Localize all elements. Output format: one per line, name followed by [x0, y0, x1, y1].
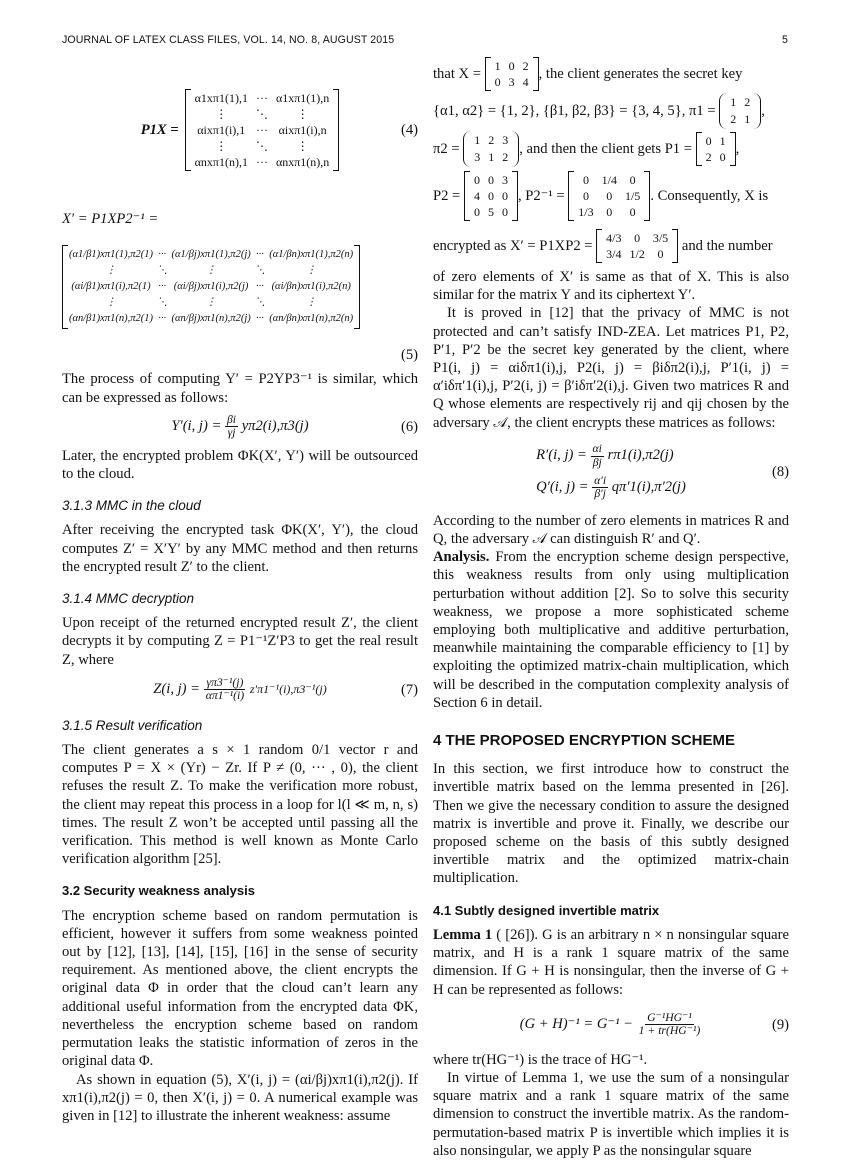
heading-3-1-3: 3.1.3 MMC in the cloud: [62, 498, 201, 514]
example-text-2a: {α1, α2} = {1, 2}, {β1, β2, β3} = {3, 4, 5}, π1 =: [433, 102, 716, 119]
eq6-rhs: yπ2(i),π3(j): [241, 418, 309, 435]
left-column: [62, 56, 418, 1125]
matrix-p2inv-cell: 0: [606, 205, 613, 219]
matrix-pi1-cell: 2: [730, 112, 737, 126]
matrix-xprime-cell: 3/4: [606, 247, 622, 261]
matrix-x-row: [491, 58, 533, 74]
matrix-x-cell: 3: [508, 75, 515, 89]
page-header: [62, 34, 788, 50]
matrix-pi2-cell: 3: [502, 133, 509, 147]
matrix-p1-cell: 0: [705, 134, 712, 148]
eq5-matrix-cell: (αi/β1)xπ1(i),π2(1): [71, 281, 151, 293]
equation-8: [433, 432, 789, 512]
matrix-pi1-example: [719, 93, 761, 129]
matrix-p1-cell: 2: [705, 150, 712, 164]
eq8a-lhs: R′(i, j) =: [536, 447, 587, 464]
eq5-matrix-cell: ···: [256, 313, 264, 325]
matrix-pi2-cell: 1: [474, 133, 481, 147]
eq4-matrix-row: [191, 122, 334, 138]
matrix-p2-row: [470, 172, 512, 188]
matrix-x-example: [485, 57, 539, 91]
matrix-p2-cell: 0: [501, 189, 508, 203]
eq5-matrix-cell: ⋱: [156, 297, 168, 309]
eq8b-fraction: [592, 475, 608, 501]
eq8-number: (8): [771, 463, 789, 480]
matrix-p2inv-cell: 1/5: [624, 189, 641, 203]
eq7-denominator: απ1⁻¹(i): [205, 689, 245, 703]
matrix-p2-cell: 5: [487, 205, 494, 219]
matrix-p1-example: [696, 132, 736, 166]
eq8b-numerator: α′i: [594, 473, 607, 487]
paragraph-3-2-a: The encryption scheme based on random permutation is efficient, however it suffers from some weakness pointed out by [12], [13], [14], [15], [16] in the sense of security requirement. As mentioned above, the client encrypts the original data Φ in order that the cloud can’t learn any additional useful information from the encrypted data ΦK, nevertheless the encryption scheme based on random permutation leaks the statistic information of zeros in the original data Φ.: [62, 907, 418, 1070]
eq4-matrix-cell: ···: [255, 155, 268, 169]
example-text-4c: . Consequently, X is: [650, 187, 769, 204]
eq5-matrix-cell: ⋮: [105, 265, 117, 277]
matrix-x-row: [491, 74, 533, 90]
eq8b-denominator: β′j: [594, 487, 606, 501]
paragraph-according: According to the number of zero elements in matrices R and Q, the adversary 𝒜 can distinguish R′ and Q′.: [433, 512, 789, 548]
eq5-matrix-row: [67, 247, 355, 263]
matrix-pi2-example: [463, 131, 519, 167]
eq8a-numerator: αi: [592, 442, 602, 456]
eq9-denominator: 1 + tr(HG⁻¹): [638, 1024, 701, 1038]
paragraph-3-2-b: As shown in equation (5), X′(i, j) = (αi/βj)xπ1(i),π2(j). If xπ1(i),π2(j) = 0, then X′(i, j) = 0. A numerical example was given in [12] to illustrate the inherent weakness: assume: [62, 1071, 418, 1124]
eq9-lhs: (G + H)⁻¹ = G⁻¹ −: [519, 1016, 633, 1033]
eq5-matrix-cell: (α1/β1)xπ1(1),π2(1): [69, 249, 153, 261]
example-text-4b: , P2⁻¹ =: [517, 187, 565, 204]
paragraph-lemma: [433, 926, 789, 999]
equation-9: [433, 999, 789, 1051]
matrix-xprime-cell: 1/2: [629, 247, 645, 261]
example-line-3: π2 = 1 2 3 3 1 2 , and then the client gets P1 = 0 1 2 0 ,: [433, 130, 789, 168]
eq6-fraction: [225, 414, 238, 440]
journal-header: JOURNAL OF LATEX CLASS FILES, VOL. 14, NO. 8, AUGUST 2015: [62, 34, 395, 46]
eq4-matrix: [185, 89, 340, 171]
example-text-5b: and the number: [681, 237, 773, 254]
matrix-xprime-cell: 0: [634, 231, 641, 245]
eq4-matrix-cell: αnxπ1(n),1: [194, 155, 248, 169]
matrix-p1-cell: 1: [719, 134, 726, 148]
paragraph-3-1-5: The client generates a s × 1 random 0/1 vector r and computes P = X × (Yr) − Zr. If P ≠ (0, ··· , 0), the client refuses the result Z. To make the verification more robust, the client may repeat this process in a loop for l(l ≪ m, n, s) times. The result Z won’t be accepted until passing all the verification. This method is well known as Monte Carlo verification algorithm [25].: [62, 742, 418, 868]
eq5-matrix-row: [67, 295, 355, 311]
eq5-matrix-cell: (αi/βj)xπ1(i),π2(j): [173, 281, 249, 293]
eq7-rhs: z′π1⁻¹(i),π3⁻¹(j): [249, 682, 327, 697]
matrix-p2inv-cell: 1/4: [601, 173, 617, 187]
paragraph-later: Later, the encrypted problem ΦK(X′, Y′) will be outsourced to the cloud.: [62, 447, 418, 483]
matrix-x-cell: 0: [494, 75, 501, 89]
eq6-numerator: βi: [226, 413, 237, 427]
heading-section-4: 4 THE PROPOSED ENCRYPTION SCHEME: [433, 732, 735, 750]
eq4-matrix-cell: ···: [255, 91, 268, 105]
eq5-matrix-cell: (α1/βj)xπ1(1),π2(j): [171, 249, 251, 261]
eq5-matrix-cell: ⋮: [205, 297, 217, 309]
eq5-matrix-cell: (αi/βn)xπ1(i),π2(n): [271, 281, 351, 293]
eq5-matrix-cell: ⋱: [254, 265, 266, 277]
matrix-p2inv-cell: 0: [629, 173, 636, 187]
eq5-matrix-row: [67, 263, 355, 279]
heading-4-1: 4.1 Subtly designed invertible matrix: [433, 902, 660, 918]
eq8a-denominator: βj: [592, 455, 602, 469]
eq4-matrix-cell: αixπ1(i),1: [197, 123, 246, 137]
paragraph-3-1-4: Upon receipt of the returned encrypted result Z′, the client decrypts it by computing Z = P1⁻¹Z′P3 to get the real result Z, where: [62, 615, 418, 668]
matrix-xprime-cell: 3/5: [652, 231, 669, 245]
eq5-matrix-cell: ···: [256, 281, 264, 293]
eq4-matrix-cell: αnxπ1(n),n: [275, 155, 330, 169]
eq4-matrix-cell: ⋮: [215, 139, 228, 153]
paragraph-section-4: In this section, we first introduce how to construct the invertible matrix based on the lemma presented in [26]. Then we give the necessary condition to assure the designed matrix is invertible and prove it. Finally, we describe our proposed scheme on the basis of this subtly designed invertible matrix and the optimized matrix-chain multiplication.: [433, 761, 789, 887]
eq5-matrix-cell: ⋮: [105, 297, 117, 309]
matrix-p2-row: [470, 188, 512, 204]
eq4-matrix-row: [191, 106, 334, 122]
matrix-xprime-row: [602, 246, 672, 262]
matrix-x-cell: 4: [522, 75, 529, 89]
matrix-p1-row: [702, 149, 730, 165]
eq5-matrix-cell: ⋱: [156, 265, 168, 277]
eq5-matrix-cell: ⋮: [305, 297, 317, 309]
matrix-p1-row: [702, 133, 730, 149]
example-text-5a: encrypted as X′ = P1XP2 =: [433, 237, 593, 254]
eq8b-rhs: qπ′1(i),π′2(j): [611, 478, 686, 495]
matrix-pi2-cell: 1: [488, 150, 495, 164]
matrix-p2-row: [470, 204, 512, 220]
eq8a-fraction: [591, 443, 604, 469]
matrix-pi2-row: [471, 150, 511, 165]
eq5-lhs: X′ = P1XP2⁻¹ =: [62, 211, 159, 227]
matrix-pi1-cell: 2: [744, 95, 751, 109]
analysis-label: Analysis.: [433, 549, 490, 566]
eq8a-rhs: rπ1(i),π2(j): [607, 447, 674, 464]
eq7-numerator: γπ3⁻¹(j): [206, 676, 244, 690]
matrix-p2-cell: 4: [473, 189, 480, 203]
matrix-xprime-cell: 4/3: [606, 231, 622, 245]
eq4-matrix-cell: ···: [255, 123, 268, 137]
eq5-matrix-cell: ⋮: [305, 265, 317, 277]
equation-6: [62, 407, 418, 447]
matrix-p2inv-cell: 0: [582, 173, 589, 187]
page-number: 5: [782, 34, 788, 46]
eq4-lhs: P1X =: [140, 121, 179, 138]
eq5-matrix-cell: (αn/βn)xπ1(n),π2(n): [269, 313, 354, 325]
eq4-matrix-row: [191, 90, 334, 106]
matrix-x-cell: 2: [522, 59, 529, 73]
example-text-3a: π2 =: [433, 140, 460, 157]
eq6-number: (6): [400, 418, 418, 435]
eq4-matrix-cell: αixπ1(i),n: [278, 123, 327, 137]
matrix-x-cell: 1: [494, 59, 501, 73]
analysis-text: From the encryption scheme design perspective, this weakness results from only using multiplication perturbation without addition [2]. So to solve this security weakness, we propose a more sophisticated scheme employing both multiplicative and additive perturbation, meanwhile maintaining the comparable efficiency to [1] by exploiting the optimized matrix-chain multiplication, which will be described in the computation complexity analysis of Section 6 in detail.: [433, 549, 789, 711]
paragraph-where: where tr(HG⁻¹) is the trace of HG⁻¹.: [433, 1051, 648, 1068]
eq7-lhs: Z(i, j) =: [153, 681, 201, 698]
equation-4: [62, 56, 418, 204]
lemma-text: ( [26]). G is an arbitrary n × n nonsingular square matrix, and H is a rank 1 square matrix of the same dimension. If G + H is nonsingular, then the inverse of G + H can be represented as follows:: [433, 926, 789, 998]
example-text-4a: P2 =: [433, 187, 461, 204]
eq5-matrix-cell: (α1/βn)xπ1(1),π2(n): [269, 249, 354, 261]
matrix-p2-cell: 0: [487, 189, 494, 203]
eq7-number: (7): [400, 681, 418, 698]
paragraph-y-compute: The process of computing Y′ = P2YP3⁻¹ is similar, which can be expressed as follows:: [62, 371, 418, 406]
eq4-number: (4): [400, 121, 418, 138]
eq5-matrix-cell: ···: [158, 313, 167, 325]
matrix-p2-cell: 3: [501, 173, 508, 187]
equation-7: [62, 669, 418, 711]
matrix-xprime-cell: 0: [657, 247, 664, 261]
matrix-p2inv-cell: 0: [606, 189, 613, 203]
matrix-p1-cell: 0: [719, 150, 726, 164]
matrix-p2inv-cell: 0: [629, 205, 636, 219]
eq8b-lhs: Q′(i, j) =: [536, 478, 589, 495]
example-text-3b: , and then the client gets P1 =: [519, 140, 692, 157]
example-text-1a: that X =: [433, 65, 481, 82]
matrix-p2inv-row: [574, 204, 644, 220]
eq9-numerator: G⁻¹HG⁻¹: [647, 1010, 692, 1024]
heading-3-1-5: 3.1.5 Result verification: [62, 717, 203, 733]
eq5-matrix-row: [67, 311, 355, 327]
example-text-1b: , the client generates the secret key: [538, 65, 743, 82]
matrix-p2-cell: 0: [487, 173, 494, 187]
paragraph-3-1-3: After receiving the encrypted task ΦK(X′, Y′), the cloud computes Z′ = X′Y′ by any MMC method and then returns the encrypted result Z′ to the client.: [62, 522, 418, 575]
eq9-number: (9): [771, 1016, 789, 1033]
heading-3-2: 3.2 Security weakness analysis: [62, 883, 255, 899]
eq5-matrix-row: [67, 279, 355, 295]
paragraph-zero-elements: of zero elements of X′ is same as that of X. This is also similar for the matrix Y and its ciphertext Y′.: [433, 269, 789, 304]
matrix-pi2-cell: 3: [474, 150, 481, 164]
eq4-matrix-row: [191, 138, 334, 154]
eq4-matrix-cell: ⋮: [215, 107, 228, 121]
matrix-pi2-cell: 2: [502, 150, 509, 164]
matrix-pi1-row: [727, 112, 753, 127]
paragraph-virtue: In virtue of Lemma 1, we use the sum of a nonsingular square matrix and a rank 1 square matrix of the same dimension to construct the invertible matrix. As the random-permutation-based matrix P is invertible which implies it is also nonsingular, we apply P as the nonsingular square: [433, 1069, 789, 1159]
eq4-matrix-cell: α1xπ1(1),1: [194, 91, 248, 105]
eq5-matrix-cell: ···: [158, 281, 167, 293]
eq6-denominator: γj: [227, 426, 236, 440]
eq4-matrix-cell: ⋱: [255, 107, 268, 121]
matrix-xprime-row: [602, 230, 672, 246]
paragraph-analysis: [433, 548, 789, 712]
matrix-xprime-example: [596, 229, 678, 263]
lemma-label: Lemma 1: [433, 926, 493, 943]
eq5-matrix: [62, 245, 360, 329]
equation-5: [62, 228, 418, 346]
eq5-matrix-cell: ⋱: [254, 297, 266, 309]
matrix-pi2-row: [471, 133, 511, 148]
eq4-matrix-cell: ⋱: [255, 139, 268, 153]
matrix-p2-example: [464, 171, 518, 221]
eq4-matrix-cell: ⋮: [296, 107, 309, 121]
matrix-p2inv-row: [574, 188, 644, 204]
example-line-5: [433, 224, 789, 268]
eq5-matrix-cell: ···: [158, 249, 167, 261]
matrix-pi1-cell: 1: [730, 95, 737, 109]
heading-3-1-4: 3.1.4 MMC decryption: [62, 591, 195, 607]
eq5-matrix-cell: ···: [256, 249, 264, 261]
matrix-p2inv-cell: 1/3: [578, 205, 594, 219]
matrix-p2inv-example: [568, 171, 650, 221]
example-line-1: [433, 56, 789, 92]
matrix-p2-cell: 0: [473, 205, 480, 219]
right-column: [433, 56, 789, 1160]
eq7-fraction: [204, 677, 247, 703]
matrix-pi1-row: [727, 95, 753, 110]
eq4-matrix-cell: ⋮: [296, 139, 309, 153]
eq5-matrix-cell: (αn/β1)xπ1(n),π2(1): [69, 313, 153, 325]
eq6-lhs: Y′(i, j) =: [171, 418, 222, 435]
example-line-4: [433, 168, 789, 224]
eq5-number: (5): [400, 347, 418, 364]
eq5-matrix-cell: ⋮: [205, 265, 217, 277]
matrix-pi2-cell: 2: [488, 133, 495, 147]
matrix-p2-cell: 0: [501, 205, 508, 219]
matrix-p2inv-cell: 0: [582, 189, 589, 203]
example-line-2: {α1, α2} = {1, 2}, {β1, β2, β3} = {3, 4, 5}, π1 = 1 2 2 1 ,: [433, 92, 789, 130]
matrix-p2-cell: 0: [473, 173, 480, 187]
eq5-matrix-cell: (αn/βj)xπ1(n),π2(j): [171, 313, 251, 325]
eq4-matrix-cell: α1xπ1(1),n: [275, 91, 330, 105]
eq4-matrix-row: [191, 154, 334, 170]
matrix-pi1-cell: 1: [744, 112, 751, 126]
matrix-p2inv-row: [574, 172, 644, 188]
eq9-fraction: [637, 1012, 703, 1038]
paragraph-proved: It is proved in [12] that the privacy of MMC is not protected and can’t satisfy IND-ZEA. Let matrices P1, P2, P′1, P′2 be the secret key generated by the client, where P1(i, j) = αiδπ1(i),j, P2(i, j) = βiδπ2(i),j, P′1(i, j) = α′iδπ′1(i),j, P′2(i, j) = β′iδπ′2(i),j. Given two matrices R and Q whose elements are respectively rij and qij chosen by the adversary 𝒜, the client encrypts these matrices as follows:: [433, 305, 789, 431]
matrix-x-cell: 0: [508, 59, 515, 73]
